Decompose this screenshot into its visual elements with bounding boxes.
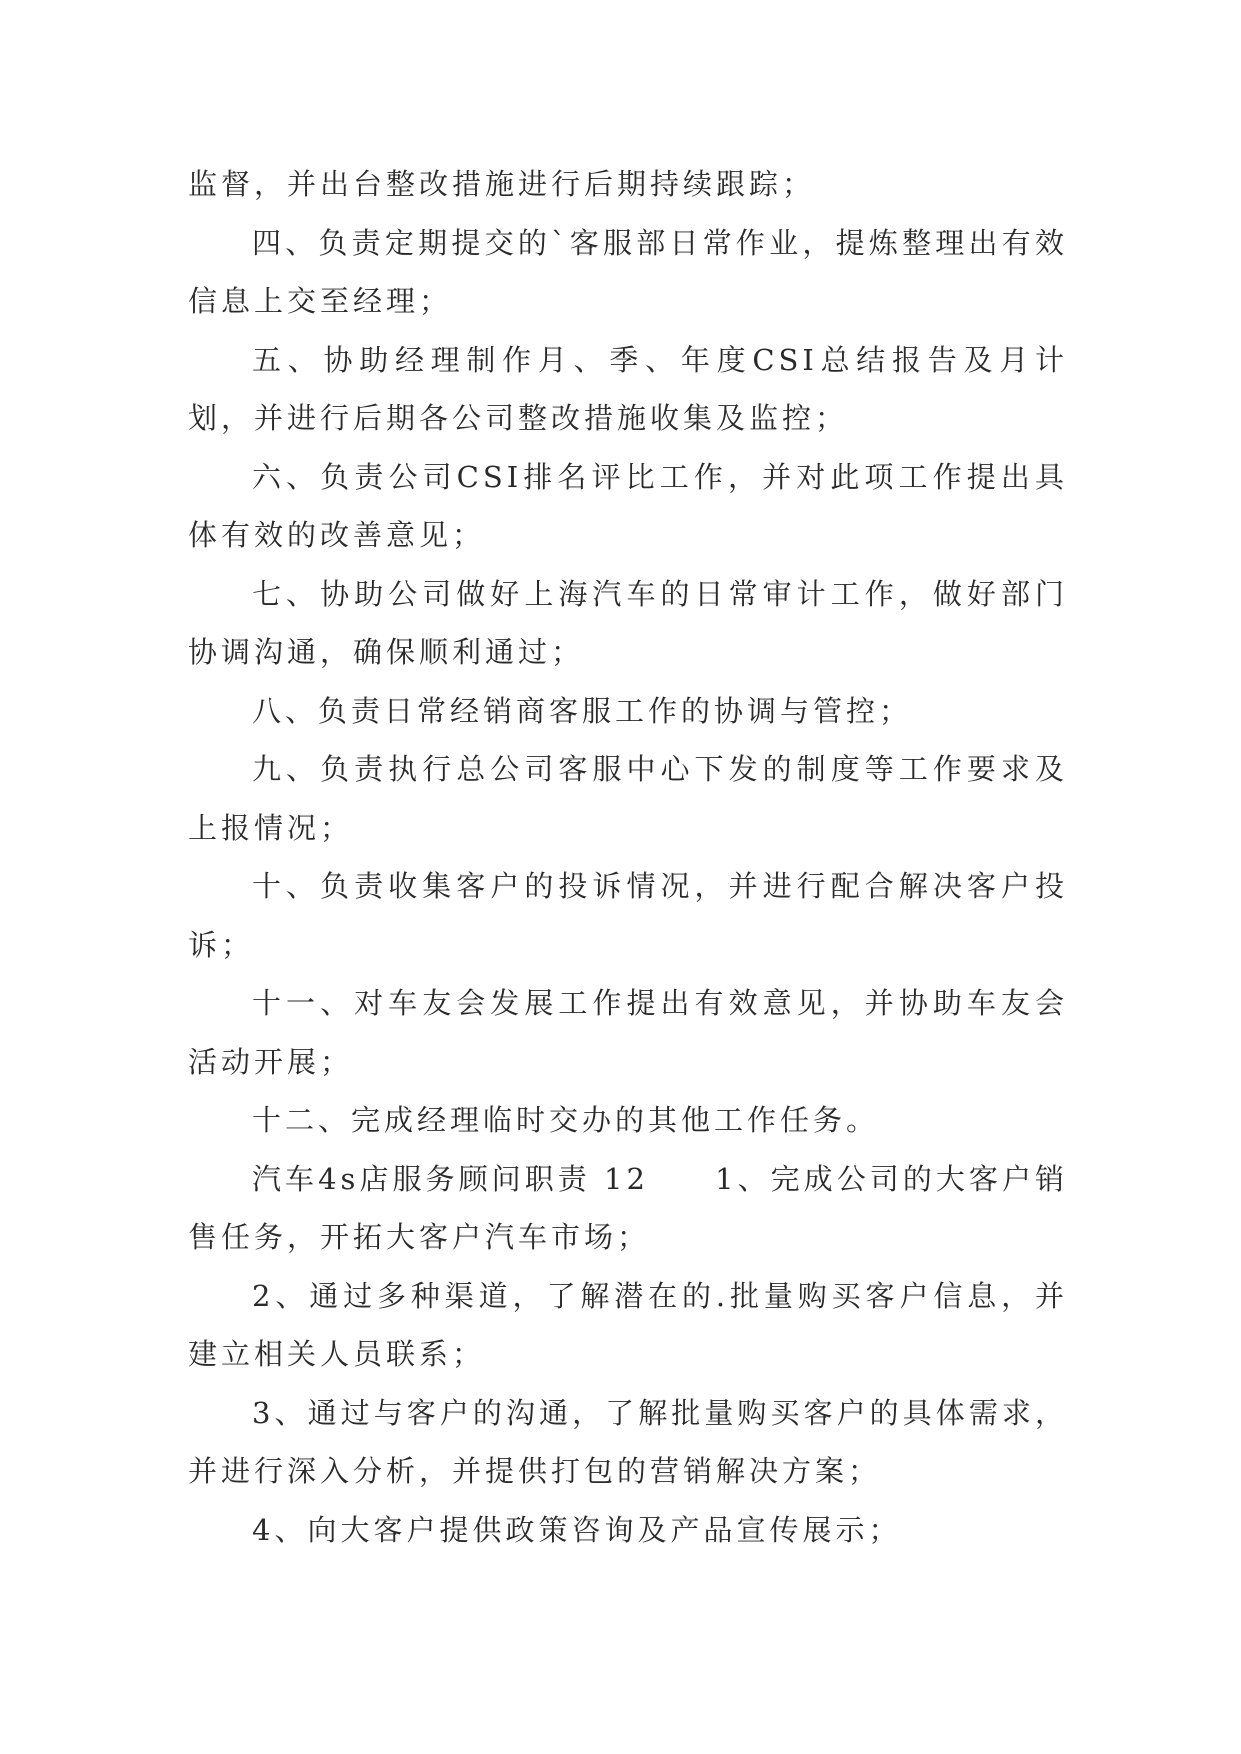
paragraph-item-8: 八、负责日常经销商客服工作的协调与管控； (252, 693, 913, 728)
paragraph-item-12: 十二、完成经理临时交办的其他工作任务。 (252, 1103, 880, 1137)
paragraph-duty-3: 3、通过与客户的沟通，了解批量购买客户的具体需求，并进行深入分析，并提供打包的营销解决方案； (188, 1395, 1068, 1488)
paragraph-continuation: 监督，并出台整改措施进行后期持续跟踪； (188, 167, 816, 201)
paragraph-section-heading: 汽车4s店服务顾问职责 12 1、完成公司的大客户销售任务，开拓大客户汽车市场； (188, 1161, 1068, 1254)
paragraph-item-4: 四、负责定期提交的`客服部日常作业，提炼整理出有效信息上交至经理； (188, 225, 1068, 318)
paragraph-duty-4: 4、向大客户提供政策咨询及产品宣传展示； (252, 1512, 902, 1547)
paragraph-item-11: 十一、对车友会发展工作提出有效意见，并协助车友会活动开展； (188, 986, 1068, 1079)
paragraph-item-7: 七、协助公司做好上海汽车的日常审计工作，做好部门协调沟通，确保顺利通过； (188, 576, 1068, 669)
paragraph-item-10: 十、负责收集客户的投诉情况，并进行配合解决客户投诉； (188, 869, 1068, 962)
paragraph-item-6: 六、负责公司CSI排名评比工作，并对此项工作提出具体有效的改善意见； (188, 459, 1068, 552)
paragraph-duty-2: 2、通过多种渠道，了解潜在的.批量购买客户信息，并建立相关人员联系； (188, 1278, 1068, 1371)
paragraph-item-5: 五、协助经理制作月、季、年度CSI总结报告及月计划，并进行后期各公司整改措施收集及监控； (188, 342, 1068, 435)
paragraph-item-9: 九、负责执行总公司客服中心下发的制度等工作要求及上报情况； (188, 752, 1068, 845)
document-body (188, 155, 1068, 1559)
